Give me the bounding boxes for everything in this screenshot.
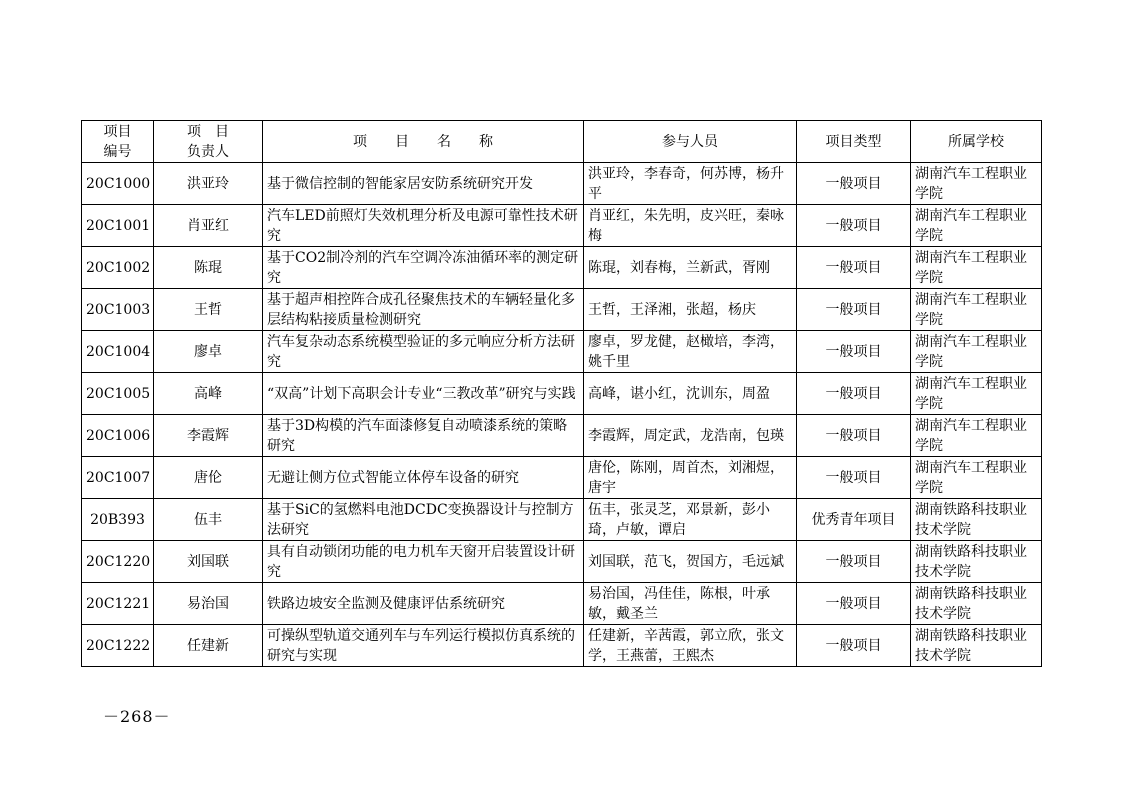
cell-members: 陈琨，刘春梅，兰新武，胥刚	[584, 247, 797, 289]
cell-project-name: 汽车复杂动态系统模型验证的多元响应分析方法研究	[263, 331, 584, 373]
table-row	[82, 331, 1042, 373]
cell-school: 湖南汽车工程职业学院	[911, 289, 1042, 331]
header-project-id: 项目 编号	[82, 121, 154, 163]
cell-leader: 李霞辉	[154, 415, 263, 457]
cell-leader: 高峰	[154, 373, 263, 415]
cell-school: 湖南汽车工程职业学院	[911, 205, 1042, 247]
table-header-row	[82, 121, 1042, 163]
cell-project-type: 一般项目	[797, 163, 911, 205]
cell-school: 湖南铁路科技职业技术学院	[911, 541, 1042, 583]
cell-leader: 任建新	[154, 625, 263, 667]
cell-project-name: 无避让侧方位式智能立体停车设备的研究	[263, 457, 584, 499]
cell-project-type: 一般项目	[797, 205, 911, 247]
cell-members: 唐伦，陈刚，周首杰，刘湘煜，唐宇	[584, 457, 797, 499]
cell-leader: 伍丰	[154, 499, 263, 541]
cell-project-id: 20C1220	[82, 541, 154, 583]
cell-school: 湖南汽车工程职业学院	[911, 457, 1042, 499]
header-project-name: 项 目 名 称	[263, 121, 584, 163]
table-row	[82, 541, 1042, 583]
cell-leader: 王哲	[154, 289, 263, 331]
cell-members: 王哲，王泽湘，张超，杨庆	[584, 289, 797, 331]
header-members: 参与人员	[584, 121, 797, 163]
table-row	[82, 457, 1042, 499]
cell-project-name: 基于微信控制的智能家居安防系统研究开发	[263, 163, 584, 205]
cell-project-type: 一般项目	[797, 331, 911, 373]
cell-members: 李霞辉，周定武，龙浩南，包瑛	[584, 415, 797, 457]
cell-project-type: 一般项目	[797, 373, 911, 415]
cell-project-name: 基于CO2制冷剂的汽车空调冷冻油循环率的测定研究	[263, 247, 584, 289]
cell-project-name: 可操纵型轨道交通列车与车列运行模拟仿真系统的研究与实现	[263, 625, 584, 667]
cell-project-type: 一般项目	[797, 457, 911, 499]
cell-school: 湖南汽车工程职业学院	[911, 247, 1042, 289]
table-row	[82, 583, 1042, 625]
cell-project-type: 一般项目	[797, 247, 911, 289]
cell-project-name: 汽车LED前照灯失效机理分析及电源可靠性技术研究	[263, 205, 584, 247]
cell-leader: 陈琨	[154, 247, 263, 289]
table-row	[82, 247, 1042, 289]
cell-leader: 易治国	[154, 583, 263, 625]
cell-members: 高峰，谌小红，沈训东，周盈	[584, 373, 797, 415]
cell-leader: 唐伦	[154, 457, 263, 499]
cell-project-type: 优秀青年项目	[797, 499, 911, 541]
cell-project-type: 一般项目	[797, 583, 911, 625]
cell-project-id: 20C1003	[82, 289, 154, 331]
cell-project-id: 20C1221	[82, 583, 154, 625]
cell-members: 伍丰，张灵芝，邓景新，彭小琦，卢敏，谭启	[584, 499, 797, 541]
cell-school: 湖南铁路科技职业技术学院	[911, 625, 1042, 667]
header-school: 所属学校	[911, 121, 1042, 163]
table-row	[82, 499, 1042, 541]
cell-project-id: 20C1005	[82, 373, 154, 415]
cell-members: 肖亚红，朱先明，皮兴旺，秦咏梅	[584, 205, 797, 247]
cell-members: 任建新，辛茜霞，郭立欣，张文学，王燕蕾，王熙杰	[584, 625, 797, 667]
cell-project-id: 20C1001	[82, 205, 154, 247]
cell-school: 湖南铁路科技职业技术学院	[911, 583, 1042, 625]
cell-project-id: 20C1000	[82, 163, 154, 205]
cell-project-type: 一般项目	[797, 625, 911, 667]
cell-project-id: 20C1002	[82, 247, 154, 289]
cell-project-id: 20C1004	[82, 331, 154, 373]
projects-table	[81, 120, 1042, 667]
table-row	[82, 373, 1042, 415]
cell-members: 洪亚玲，李春奇，何苏博，杨升平	[584, 163, 797, 205]
header-project-type: 项目类型	[797, 121, 911, 163]
cell-project-name: 基于SiC的氢燃料电池DCDC变换器设计与控制方法研究	[263, 499, 584, 541]
cell-school: 湖南汽车工程职业学院	[911, 331, 1042, 373]
cell-members: 易治国，冯佳佳，陈根，叶承敏，戴圣兰	[584, 583, 797, 625]
cell-project-id: 20C1007	[82, 457, 154, 499]
cell-project-id: 20C1222	[82, 625, 154, 667]
cell-leader: 肖亚红	[154, 205, 263, 247]
cell-leader: 洪亚玲	[154, 163, 263, 205]
cell-project-id: 20C1006	[82, 415, 154, 457]
cell-leader: 廖卓	[154, 331, 263, 373]
cell-project-type: 一般项目	[797, 541, 911, 583]
cell-project-name: 基于超声相控阵合成孔径聚焦技术的车辆轻量化多层结构粘接质量检测研究	[263, 289, 584, 331]
table-row	[82, 289, 1042, 331]
table-row	[82, 625, 1042, 667]
cell-project-id: 20B393	[82, 499, 154, 541]
cell-project-type: 一般项目	[797, 289, 911, 331]
cell-school: 湖南汽车工程职业学院	[911, 415, 1042, 457]
cell-project-name: 基于3D构模的汽车面漆修复自动喷漆系统的策略研究	[263, 415, 584, 457]
cell-project-type: 一般项目	[797, 415, 911, 457]
cell-school: 湖南汽车工程职业学院	[911, 373, 1042, 415]
page-number: －268－	[103, 707, 171, 726]
cell-members: 廖卓，罗龙健，赵橄培，李湾，姚千里	[584, 331, 797, 373]
table-row	[82, 163, 1042, 205]
cell-members: 刘国联，范飞，贺国方，毛远斌	[584, 541, 797, 583]
cell-project-name: 铁路边坡安全监测及健康评估系统研究	[263, 583, 584, 625]
header-leader: 项 目 负责人	[154, 121, 263, 163]
cell-school: 湖南汽车工程职业学院	[911, 163, 1042, 205]
cell-school: 湖南铁路科技职业技术学院	[911, 499, 1042, 541]
cell-project-name: “双高”计划下高职会计专业“三教改革”研究与实践	[263, 373, 584, 415]
cell-project-name: 具有自动锁闭功能的电力机车天窗开启装置设计研究	[263, 541, 584, 583]
table-row	[82, 415, 1042, 457]
cell-leader: 刘国联	[154, 541, 263, 583]
table-row	[82, 205, 1042, 247]
